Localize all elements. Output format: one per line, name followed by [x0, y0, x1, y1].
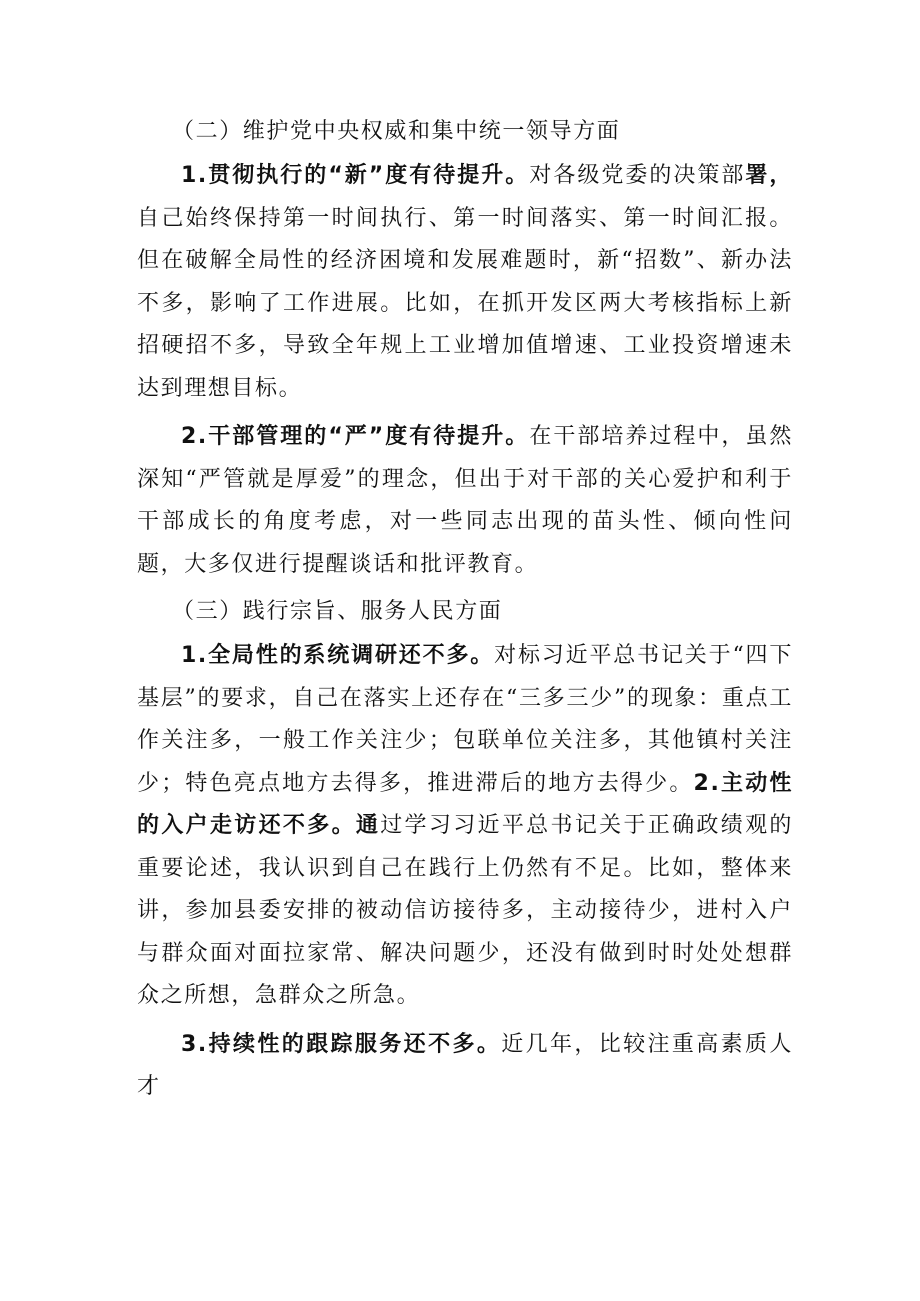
item-title: 1.全局性的系统调研还不多。 — [181, 643, 495, 668]
item-text: 近几年，比较注重高素质人才 — [137, 1031, 793, 1099]
document-page — [137, 112, 793, 1109]
paragraph-s3-items-1-2 — [137, 635, 793, 1018]
item-text: 在干部培养过程中，虽然深知“严管就是厚爱”的理念，但出于对干部的关心爱护和利于干部成长的角度考虑，对一些同志出现的苗头性、倾向性问题，大多仅进行提醒谈话和批评教育。 — [137, 424, 793, 577]
item-text: 对标习近平总书记关于“四下基层”的要求，自己在落实上还存在“三多三少”的现象：重点工作关注多，一般工作关注少；包联单位关注多，其他镇村关注少；特色亮点地方去得多，推进滞后的地方去得少。 — [137, 643, 793, 796]
item-bold-tail: 署， — [745, 163, 793, 188]
paragraph-s2-item2 — [137, 416, 793, 586]
paragraph-s3-item3 — [137, 1024, 793, 1109]
section-heading-3: （三）践行宗旨、服务人民方面 — [172, 599, 503, 624]
paragraph-s2-item1 — [137, 155, 793, 410]
item-title: 3.持续性的跟踪服务还不多。 — [181, 1031, 502, 1057]
item-title: 2.干部管理的“严”度有待提升。 — [181, 424, 530, 449]
item-text: 过学习习近平总书记关于正确政绩观的重要论述，我认识到自己在践行上仍然有不足。比如，整体来讲，参加县委安排的被动信访接待多，主动接待少，进村入户与群众面对面拉家常、解决问题少，还没有做到时时处处想群众之所想，急群众之所急。 — [137, 813, 793, 1008]
item-text: 对各级党委的决策部 — [529, 163, 746, 188]
section-heading-2: （二）维护党中央权威和集中统一领导方面 — [172, 119, 621, 144]
item-title: 1.贯彻执行的“新”度有待提升。 — [181, 163, 530, 188]
item-title: 2.主动性的入户走访还不多。通 — [137, 770, 793, 838]
item-text-continued: 自己始终保持第一时间执行、第一时间落实、第一时间汇报。但在破解全局性的经济困境和发展难题时，新“招数”、新办法不多，影响了工作进展。比如，在抓开发区两大考核指标上新招硬招不多，导致全年规上工业增加值增速、工业投资增速未达到理想目标。 — [137, 205, 793, 401]
